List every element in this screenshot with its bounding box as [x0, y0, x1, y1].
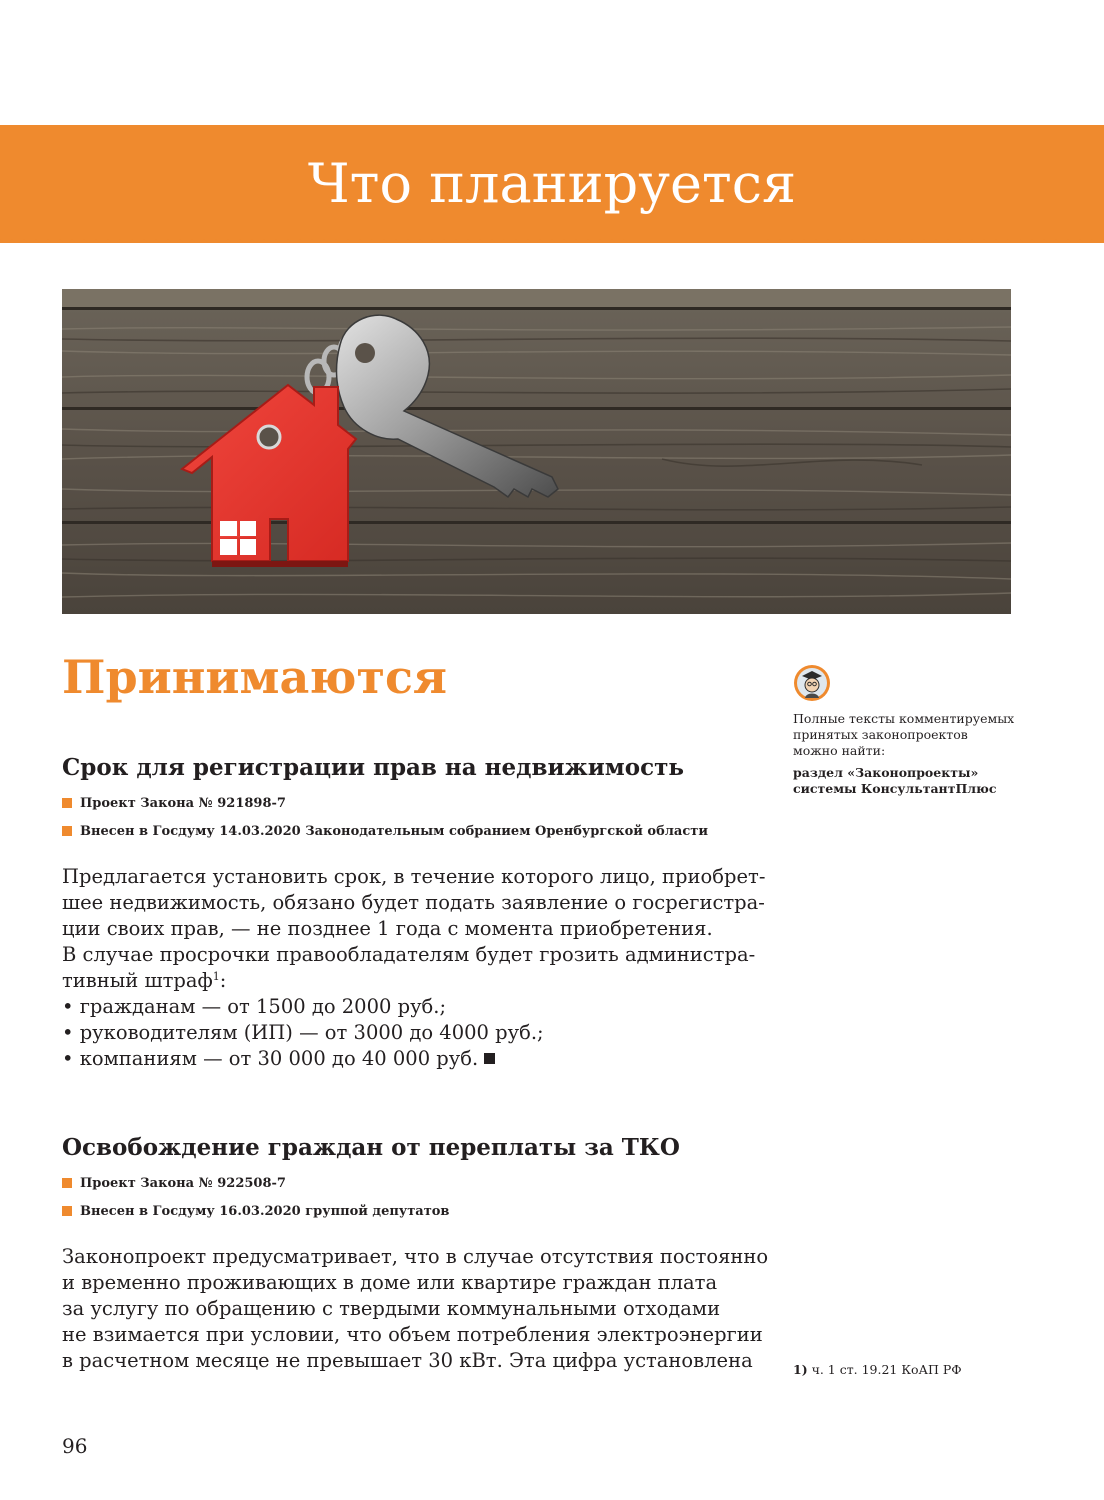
article-meta: Внесен в Госдуму 14.03.2020 Законодательным собранием Оренбургской области — [62, 824, 708, 839]
footnote — [793, 1362, 962, 1377]
article-title: Срок для регистрации прав на недвижимость — [62, 754, 684, 781]
orange-square-bullet-icon — [62, 798, 72, 808]
end-of-article-icon — [484, 1053, 495, 1064]
header-banner — [0, 125, 1104, 243]
footnote-number: 1) — [793, 1362, 808, 1377]
footnote-reference: 1 — [212, 970, 220, 983]
orange-square-bullet-icon — [62, 1206, 72, 1216]
article-body: Предлагается установить срок, в течение которого лицо, приобрет- шее недвижимость, обязано будет подать заявление о госрегистра- ции своих прав, — не позднее 1 года с момента приобретения. В случае просрочки правообладателям будет грозить администра- тивный штраф$^1$: • гражданам — от 1500 до 2000 руб.; • руководителям (ИП) — от 3000 до 4000 руб.; • компаниям — от 30 000 до 40 000 руб. — [62, 865, 766, 1070]
article-body: Законопроект предусматривает, что в случае отсутствия постоянно и временно проживающих в доме или квартире граждан плата за услугу по обращению с твердыми коммунальными отходами не взимается при условии, что объем потребления электроэнергии в расчетном месяце не превышает 30 кВт. Эта цифра установлена — [62, 1245, 769, 1372]
article-meta: Внесен в Госдуму 16.03.2020 группой депутатов — [62, 1204, 449, 1219]
article-title: Освобождение граждан от переплаты за ТКО — [62, 1134, 680, 1161]
section-heading: Принимаются — [62, 650, 447, 704]
article-meta: Проект Закона № 921898-7 — [62, 796, 286, 811]
article-meta: Проект Закона № 922508-7 — [62, 1176, 286, 1191]
page-title: Что планируется — [307, 152, 797, 215]
orange-square-bullet-icon — [62, 1178, 72, 1188]
banner-wave-bottom — [0, 239, 1104, 247]
page-number: 96 — [62, 1434, 88, 1458]
sidebar-note: Полные тексты комментируемых принятых законопроектов можно найти: раздел «Законопроекты» системы КонсультантПлюс — [793, 711, 1015, 796]
footnote-text: ч. 1 ст. 19.21 КоАП РФ — [807, 1362, 962, 1377]
consultant-avatar-icon — [793, 664, 831, 702]
house-keychain-photo — [62, 289, 1011, 614]
orange-square-bullet-icon — [62, 826, 72, 836]
